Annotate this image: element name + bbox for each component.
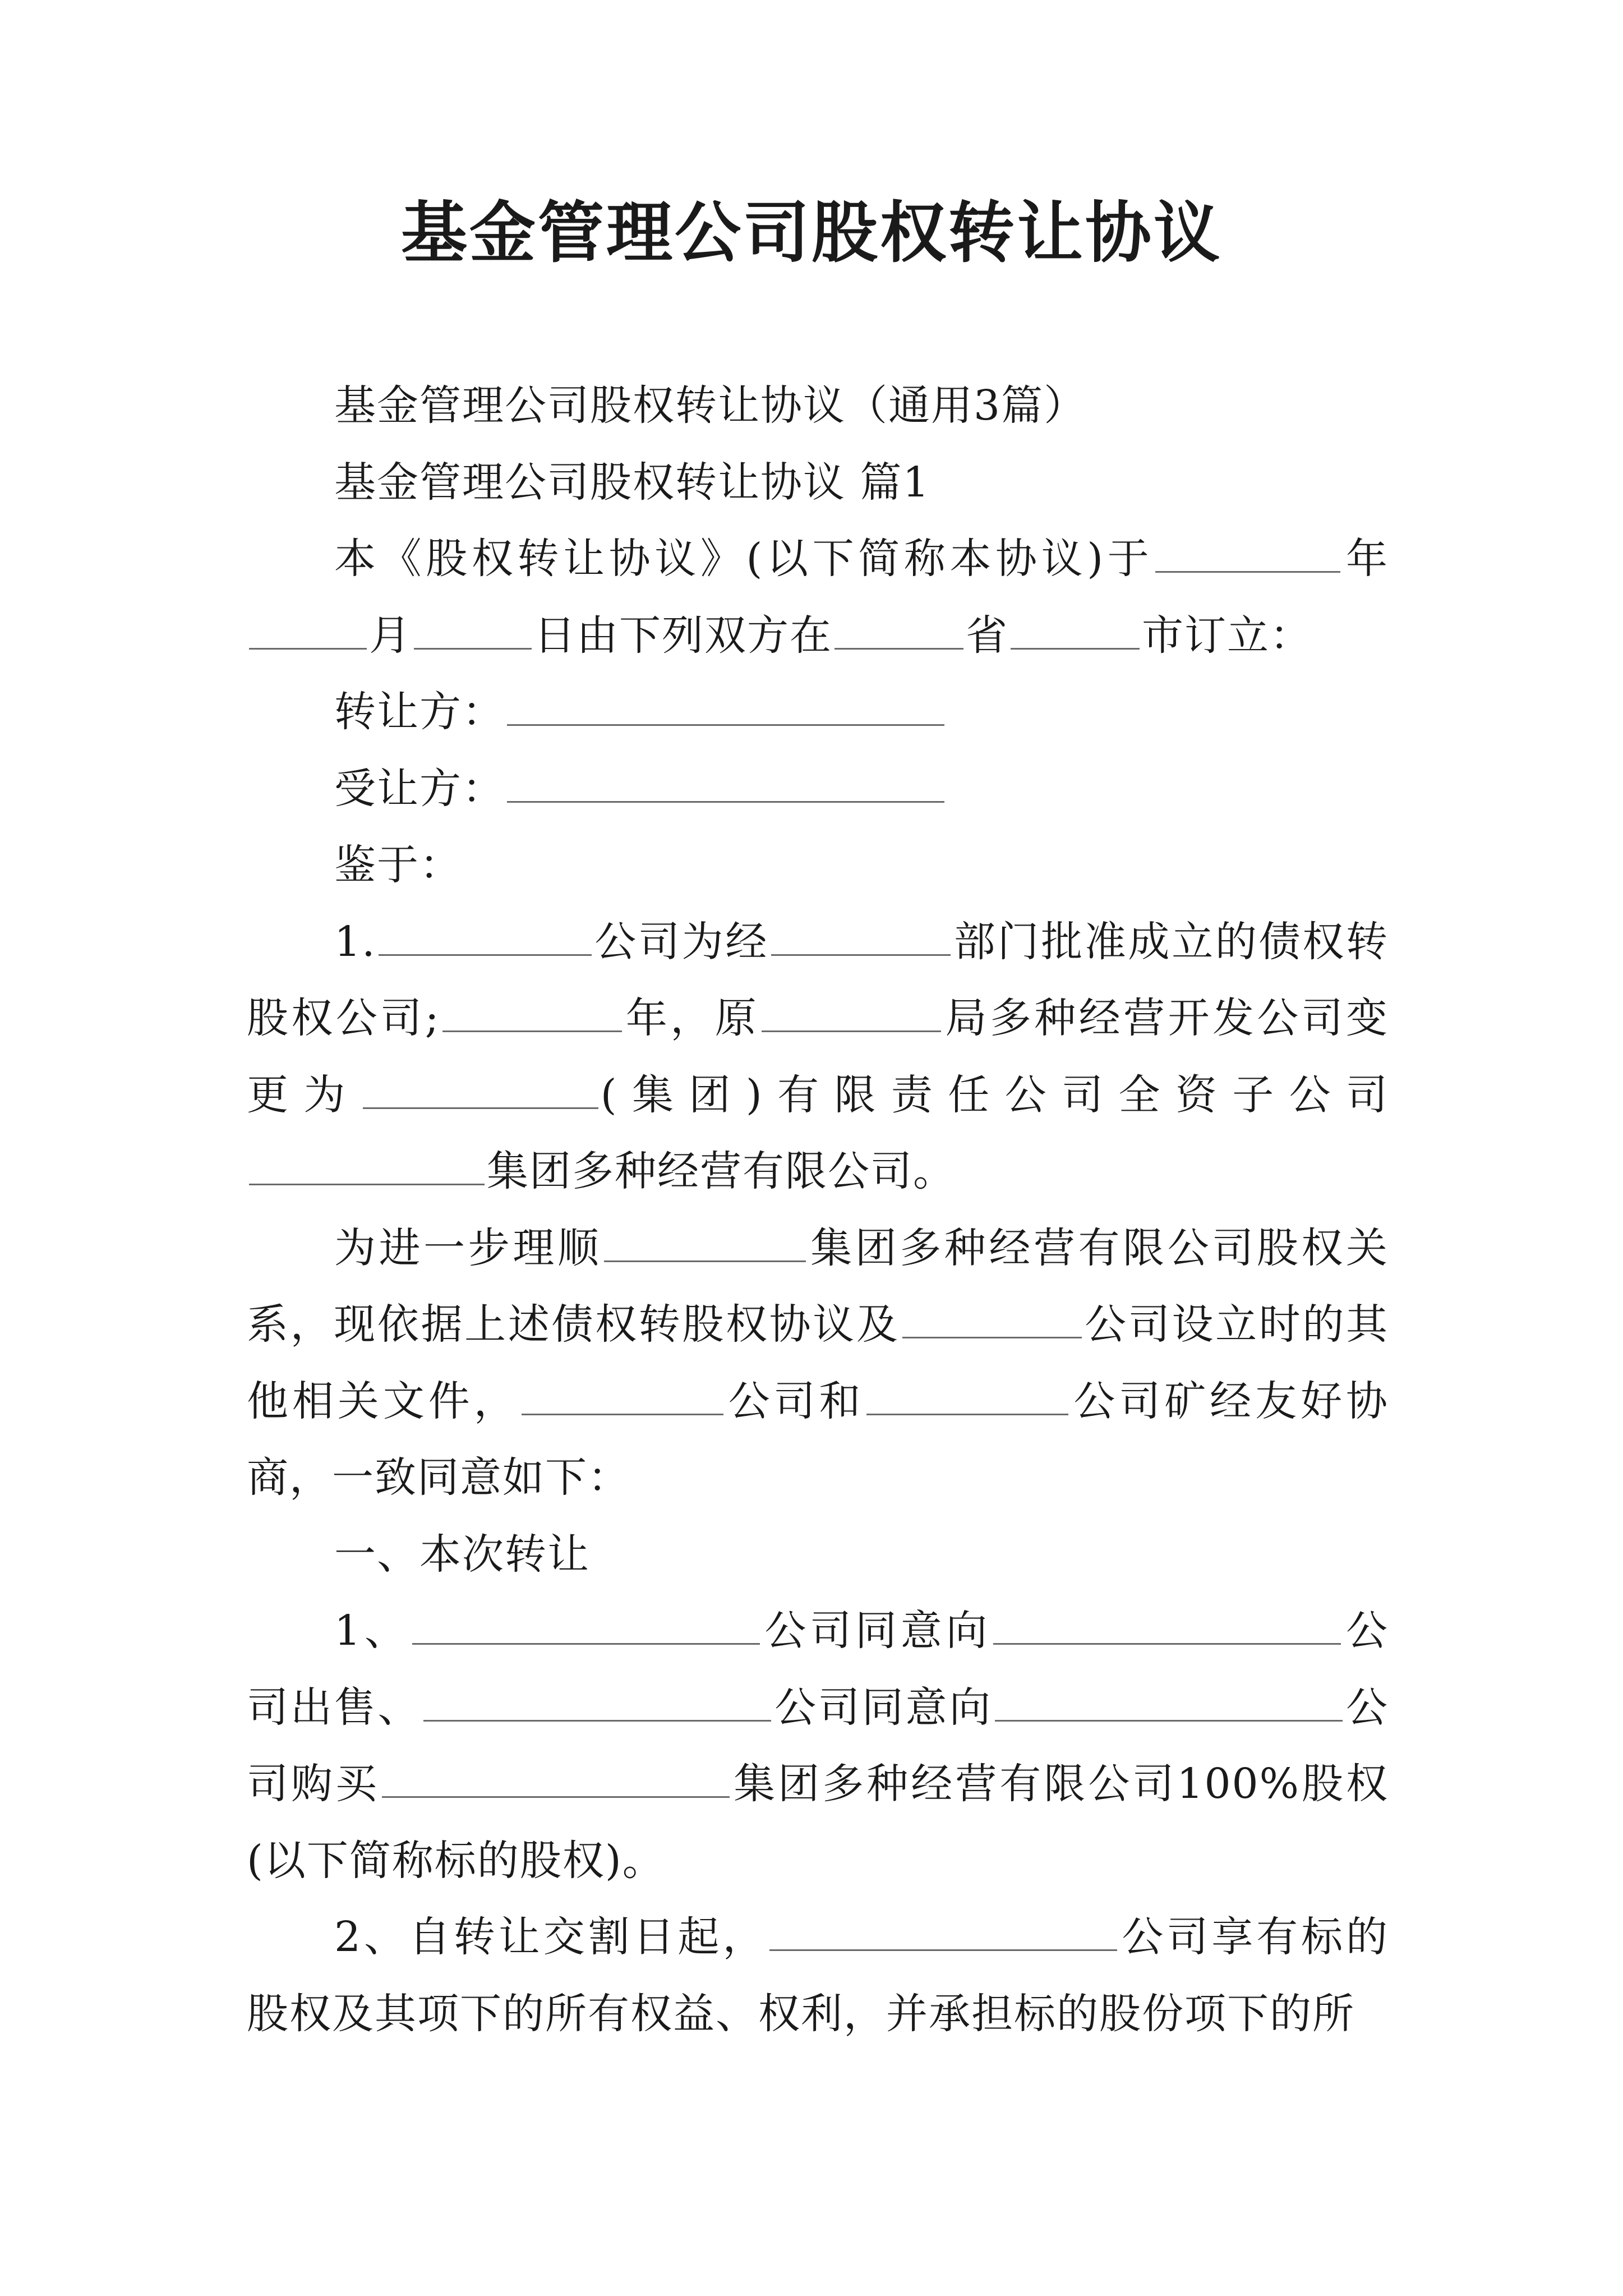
clause2-text-1: 公司享有标的股权及其项下的所有权益、权利，并承担标的股份项下的所 <box>247 1913 1389 2038</box>
whereas-item-1 <box>247 904 1389 1210</box>
item1-text-1: 公司为经 <box>593 917 769 966</box>
item1-text-3: 年，原 <box>624 994 760 1042</box>
blank-city <box>1011 612 1140 650</box>
blank-group <box>363 1071 598 1109</box>
item1-text-6: 集团多种经营有限公司。 <box>487 1147 956 1195</box>
section-1-heading: 一、本次转让 <box>334 1530 590 1579</box>
document-title: 基金管理公司股权转让协议 <box>400 194 1222 272</box>
document-body <box>247 367 1389 2052</box>
blank-seller <box>412 1607 760 1645</box>
intro-text-6: 市订立： <box>1142 611 1312 660</box>
item1-prefix: 1. <box>334 917 376 966</box>
para2-text-3: 公司设立时的其他相关文件， <box>247 1300 1389 1425</box>
para2-text-4: 公司和 <box>725 1377 865 1425</box>
intro-text-3: 月 <box>369 611 412 660</box>
item1-text-5: (集团)有限责任公司全资子公司 <box>600 1070 1389 1119</box>
blank-buyer-2 <box>423 1684 771 1722</box>
blank-province <box>834 612 963 650</box>
clause1-text-4: 公司购买 <box>247 1683 1389 1808</box>
clause1-text-2: 公司出售、 <box>247 1607 1389 1732</box>
transferee-line <box>247 751 1389 827</box>
blank-month <box>249 612 367 650</box>
blank-group-4 <box>382 1760 730 1798</box>
intro-text-1: 本《股权转让协议》(以下简称本协议)于 <box>334 535 1154 583</box>
intro-text-5: 省 <box>966 611 1008 660</box>
blank-company-b <box>902 1301 1082 1338</box>
blank-year-2 <box>442 995 622 1032</box>
clause1-text-1: 公司同意向 <box>762 1607 992 1655</box>
blank-transferee <box>507 765 944 803</box>
transferor-line <box>247 674 1389 751</box>
whereas-label: 鉴于： <box>334 841 462 889</box>
intro-text-4: 日由下列双方在 <box>534 611 832 660</box>
intro-text-2: 年 <box>1343 535 1389 583</box>
blank-department <box>771 918 951 956</box>
clause-1 <box>247 1593 1389 1899</box>
section-heading: 基金管理公司股权转让协议 篇1 <box>334 458 930 507</box>
blank-buyer <box>993 1607 1341 1645</box>
item1-text-4: 局多种经营开发公司变更为 <box>247 994 1389 1119</box>
clause-2 <box>247 1899 1389 2052</box>
clause2-prefix: 2、自转让交割日起， <box>334 1913 768 1961</box>
blank-year <box>1155 535 1340 573</box>
intro-paragraph-line2 <box>247 597 1389 674</box>
para2-text-1: 为进一步理顺 <box>334 1223 602 1272</box>
blank-company-a <box>379 918 592 956</box>
blank-company-d <box>866 1378 1068 1415</box>
transferor-label: 转让方： <box>334 688 505 736</box>
blank-day <box>414 612 532 650</box>
blank-seller-2 <box>995 1684 1343 1722</box>
blank-company-c <box>522 1378 723 1415</box>
document-subtitle: 基金管理公司股权转让协议（通用3篇） <box>334 381 1087 430</box>
blank-bureau <box>762 995 941 1032</box>
para2-text-2: 集团多种经营有限公司股权关系，现依据上述债权转股权协议及 <box>247 1223 1389 1349</box>
clause1-text-5: 集团多种经营有限公司100%股权(以下简称标的股权)。 <box>247 1760 1389 1885</box>
paragraph-2 <box>247 1210 1389 1516</box>
blank-transferor <box>507 688 944 726</box>
blank-company-e <box>769 1913 1117 1951</box>
blank-group-3 <box>604 1225 806 1262</box>
clause1-text-3: 公司同意向 <box>773 1683 993 1732</box>
intro-paragraph-line1 <box>247 521 1389 597</box>
clause1-prefix: 1、 <box>334 1607 410 1655</box>
para2-text-5: 公司矿经友好协商，一致同意如下： <box>247 1377 1389 1502</box>
transferee-label: 受让方： <box>334 764 505 813</box>
item1-text-2: 部门批准成立的债权转股权公司; <box>247 917 1389 1042</box>
blank-group-2 <box>249 1148 485 1185</box>
